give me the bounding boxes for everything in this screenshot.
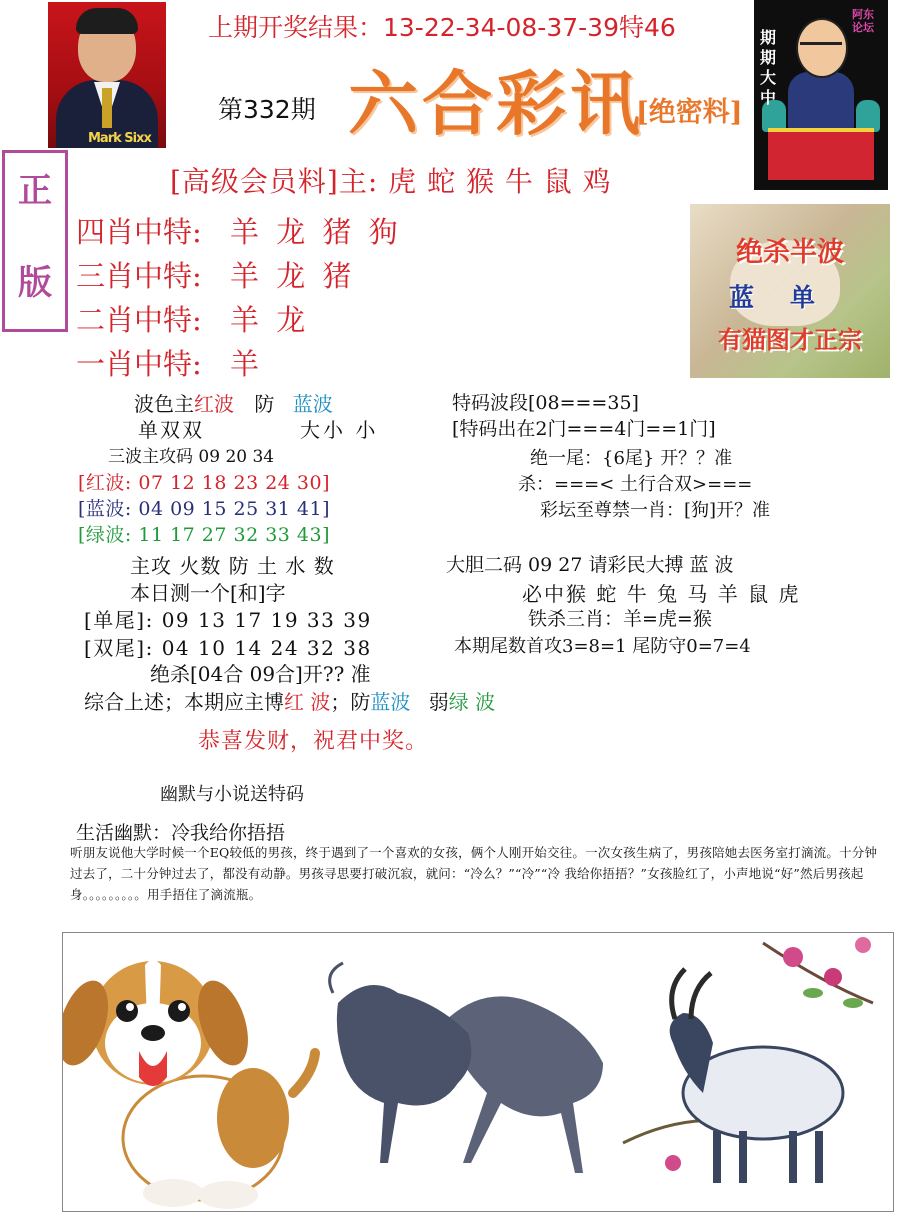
blue-wave-line: [蓝波: 04 09 15 25 31 41] — [78, 498, 331, 520]
cartoon-right-text: 阿东论坛 — [852, 8, 874, 34]
green-wave-line: [绿波: 11 17 27 32 33 43] — [78, 524, 331, 546]
congrats-line: 恭喜发财，祝君中奖。 — [198, 729, 429, 754]
kill-element-line: 杀：===< 土行合双>=== — [518, 474, 753, 495]
kill-combo-line: 绝杀[04合 09合]开?? 准 — [150, 662, 371, 686]
member-zodiac-line: [高级会员料]主: 虎 蛇 猴 牛 鼠 鸡 — [170, 165, 612, 198]
forum-ban-line: 彩坛至尊禁一肖：[狗]开？准 — [540, 500, 771, 521]
odd-even-line: 单双双 — [138, 418, 204, 442]
summary-prefix: 综合上述；本期应主博 — [84, 690, 284, 714]
pick-three-value: 羊 龙 猪 — [230, 259, 356, 293]
wave-main-blue: 蓝波 — [292, 392, 333, 416]
cat-panel-line-1: 绝杀半波 — [736, 237, 844, 268]
summary-weak: 弱 — [428, 690, 449, 714]
dog-illustration — [63, 960, 315, 1209]
story-body: 听朋友说他大学时候一个EQ较低的男孩，终于遇到了一个喜欢的女孩，俩个人刚开始交往。一次女孩生病了，男孩陪她去医务室打滴流。十分钟过去了，二十分钟过去了，都没有动静。男孩寻思要打破沉寂，就问：“冷么？”“冷”“冷 我给你捂捂？”女孩脸红了，小声地说“好”然后男孩起身。。。。。。。。。用手捂住了滴流瓶。 — [70, 845, 878, 902]
story-heading: 幽默与小说送特码 — [160, 784, 304, 805]
official-version-tag — [2, 150, 68, 332]
iron-kill-line: 铁杀三肖：羊=虎=猴 — [528, 608, 712, 630]
zodiac-illustrations — [62, 932, 894, 1212]
presenter-portrait — [48, 2, 166, 148]
tail-pick-line: 绝一尾：{6尾} 开？？准 — [530, 448, 733, 469]
special-gate-line: [特码出在2门===4门==1门] — [452, 418, 716, 440]
pick-four-value: 羊 龙 猪 狗 — [230, 215, 402, 249]
pick-four-label: 四肖中特: — [76, 215, 202, 249]
page-subtitle: [绝密料] — [636, 97, 743, 128]
summary-mid: ；防 — [330, 690, 371, 714]
cat-image-panel — [690, 204, 890, 378]
page-title: 六合彩讯 — [348, 62, 644, 145]
summary-blue: 蓝波 — [370, 690, 411, 714]
summary-green: 绿 波 — [448, 690, 496, 714]
wave-main-mid: 防 — [254, 392, 275, 416]
size-line: 大小 小 — [300, 418, 379, 442]
cat-panel-line-2: 蓝单 — [728, 283, 851, 312]
cartoon-mascot — [754, 0, 888, 190]
portrait-brand: Mark Sixx — [88, 131, 151, 146]
goat-illustration — [623, 937, 873, 1183]
special-range-line: 特码波段[08===35] — [452, 392, 639, 414]
horses-illustration — [330, 963, 603, 1173]
wave-main-prefix: 波色主 — [134, 392, 194, 416]
cartoon-left-text: 期期大中 — [760, 28, 777, 107]
must-win-line: 必中猴 蛇 牛 兔 马 羊 鼠 虎 — [522, 582, 801, 606]
summary-red: 红 波 — [284, 690, 331, 714]
bold-two-line: 大胆二码 09 27 请彩民大搏 蓝 波 — [446, 554, 734, 576]
wave-main-red: 红波 — [194, 392, 234, 416]
red-wave-line: [红波: 07 12 18 23 24 30] — [78, 472, 331, 494]
side-tag-char-2: 版 — [18, 263, 52, 303]
summary-line — [84, 686, 495, 715]
story-title: 生活幽默：冷我给你捂捂 — [76, 822, 286, 844]
pick-one-label: 一肖中特: — [76, 347, 202, 381]
pick-one-value: 羊 — [230, 347, 260, 381]
single-tail-line: [单尾]: 09 13 17 19 33 39 — [84, 608, 372, 632]
element-line: 主攻 火数 防 土 水 数 — [130, 554, 335, 578]
last-draw-result: 上期开奖结果：13-22-34-08-37-39特46 — [208, 13, 676, 42]
daily-char-line: 本日测一个[和]字 — [130, 581, 286, 605]
cat-panel-line-3: 有猫图才正宗 — [718, 325, 862, 354]
issue-number: 第332期 — [218, 95, 316, 124]
side-tag-char-1: 正 — [18, 171, 52, 211]
illustration-strip — [63, 933, 893, 1211]
wave-main-line — [134, 388, 333, 417]
pick-two-label: 二肖中特: — [76, 303, 202, 337]
pick-three-label: 三肖中特: — [76, 259, 202, 293]
tail-attack-line: 本期尾数首攻3=8=1 尾防守0=7=4 — [454, 636, 751, 657]
double-tail-line: [双尾]: 04 10 14 24 32 38 — [84, 636, 372, 660]
pick-two-value: 羊 龙 — [230, 303, 310, 337]
three-wave-line: 三波主攻码 09 20 34 — [108, 447, 275, 467]
